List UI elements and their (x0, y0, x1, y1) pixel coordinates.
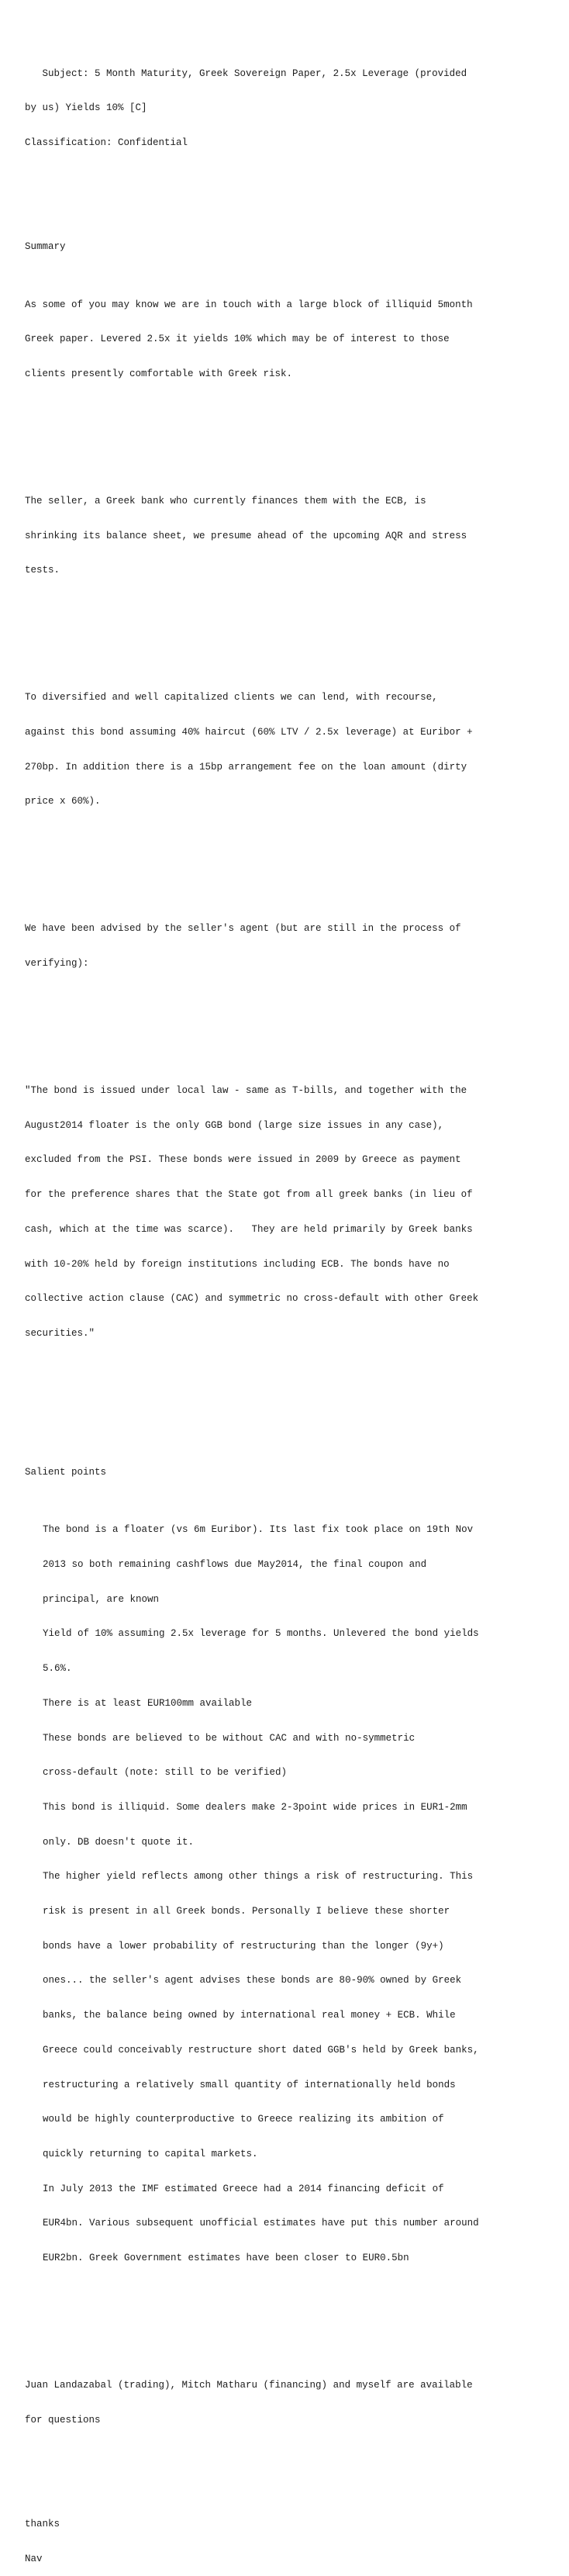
quote-line: excluded from the PSI. These bonds were issued in 2009 by Greece as payment (25, 1154, 461, 1166)
paragraph-advised (25, 901, 560, 993)
text-line: for questions (25, 2414, 101, 2426)
list-item: would be highly counterproductive to Greece realizing its ambition of (43, 2114, 444, 2125)
signoff: thanks (25, 2518, 60, 2529)
list-item: 2013 so both remaining cashflows due May2014, the final coupon and (43, 1559, 427, 1571)
text-line: 270bp. In addition there is a 15bp arrangement fee on the loan amount (dirty (25, 761, 467, 773)
list-item: cross-default (note: still to be verified) (43, 1767, 288, 1779)
text-line: To diversified and well capitalized clients we can lend, with recourse, (25, 692, 438, 704)
text-line: We have been advised by the seller's agent (but are still in the process of (25, 923, 461, 935)
list-item: only. DB doesn't quote it. (43, 1836, 195, 1848)
list-item: principal, are known (43, 1593, 160, 1605)
spacer (25, 1420, 560, 1432)
list-item: ones... the seller's agent advises these bonds are 80-90% owned by Greek (43, 1975, 462, 1986)
text-line: verifying): (25, 958, 89, 970)
quote-line: with 10-20% held by foreign institutions including ECB. The bonds have no (25, 1258, 450, 1270)
paragraph-lending (25, 669, 560, 832)
paragraph-intro (25, 276, 560, 403)
spacer (25, 2311, 560, 2322)
paragraph-seller (25, 472, 560, 600)
classification-line: Classification: Confidential (25, 137, 188, 149)
list-item: Yield of 10% assuming 2.5x leverage for 5 months. Unlevered the bond yields (43, 1628, 479, 1640)
text-line: shrinking its balance sheet, we presume ahead of the upcoming AQR and stress (25, 530, 467, 541)
quote-line: "The bond is issued under local law - same as T-bills, and together with the (25, 1085, 467, 1097)
list-item: EUR2bn. Greek Government estimates have been closer to EUR0.5bn (43, 2253, 409, 2264)
agent-quote (25, 1062, 560, 1362)
text-line: against this bond assuming 40% haircut (60% LTV / 2.5x leverage) at Euribor + (25, 727, 473, 738)
spacer (25, 854, 560, 866)
list-item: In July 2013 the IMF estimated Greece had a 2014 financing deficit of (43, 2183, 444, 2194)
text-line: price x 60%). (25, 796, 101, 807)
list-item: The bond is a floater (vs 6m Euribor). Its last fix took place on 19th Nov (43, 1524, 474, 1536)
email-document (25, 22, 560, 2576)
text-line: As some of you may know we are in touch with a large block of illiquid 5month (25, 299, 473, 310)
list-item: There is at least EUR100mm available (43, 1697, 253, 1709)
list-item: 5.6%. (43, 1663, 72, 1675)
list-item: This bond is illiquid. Some dealers make 2-3point wide prices in EUR1-2mm (43, 1801, 467, 1813)
text-line: tests. (25, 565, 60, 576)
text-line: clients presently comfortable with Greek risk. (25, 368, 293, 380)
list-item: restructuring a relatively small quantity of internationally held bonds (43, 2079, 456, 2090)
summary-heading: Summary (25, 241, 66, 253)
list-item: risk is present in all Greek bonds. Personally I believe these shorter (43, 1906, 450, 1917)
spacer (25, 623, 560, 634)
spacer (25, 2472, 560, 2484)
text-line: Greek paper. Levered 2.5x it yields 10% which may be of interest to those (25, 334, 450, 345)
quote-line: cash, which at the time was scarce). They are held primarily by Greek banks (25, 1223, 473, 1235)
quote-line: August2014 floater is the only GGB bond (large size issues in any case), (25, 1119, 444, 1131)
text-line: The seller, a Greek bank who currently finances them with the ECB, is (25, 496, 426, 507)
spacer (25, 195, 560, 207)
closing-paragraph (25, 2356, 560, 2449)
list-item: bonds have a lower probability of restructuring than the longer (9y+) (43, 1940, 444, 1952)
spacer (25, 427, 560, 438)
list-item: quickly returning to capital markets. (43, 2148, 258, 2159)
spacer (25, 1385, 560, 1397)
quote-line: securities." (25, 1327, 95, 1339)
quote-line: for the preference shares that the State got from all greek banks (in lieu of (25, 1189, 473, 1201)
list-item: banks, the balance being owned by international real money + ECB. While (43, 2010, 456, 2021)
salient-points-list (25, 1502, 560, 2287)
subject-line: by us) Yields 10% [C] (25, 102, 147, 114)
spacer (25, 1016, 560, 1028)
list-item: The higher yield reflects among other things a risk of restructuring. This (43, 1871, 474, 1883)
text-line: Juan Landazabal (trading), Mitch Matharu (financing) and myself are available (25, 2380, 473, 2391)
salient-heading: Salient points (25, 1466, 107, 1478)
quote-line: collective action clause (CAC) and symmetric no cross-default with other Greek (25, 1293, 479, 1305)
subject-line: Subject: 5 Month Maturity, Greek Sovereign Paper, 2.5x Leverage (provided (25, 67, 467, 79)
list-item: Greece could conceivably restructure short dated GGB's held by Greek banks, (43, 2044, 479, 2056)
list-item: These bonds are believed to be without CAC and with no-symmetric (43, 1732, 416, 1744)
subject-block (25, 45, 560, 172)
signature: Nav (25, 2553, 43, 2564)
list-item: EUR4bn. Various subsequent unofficial estimates have put this number around (43, 2218, 479, 2229)
